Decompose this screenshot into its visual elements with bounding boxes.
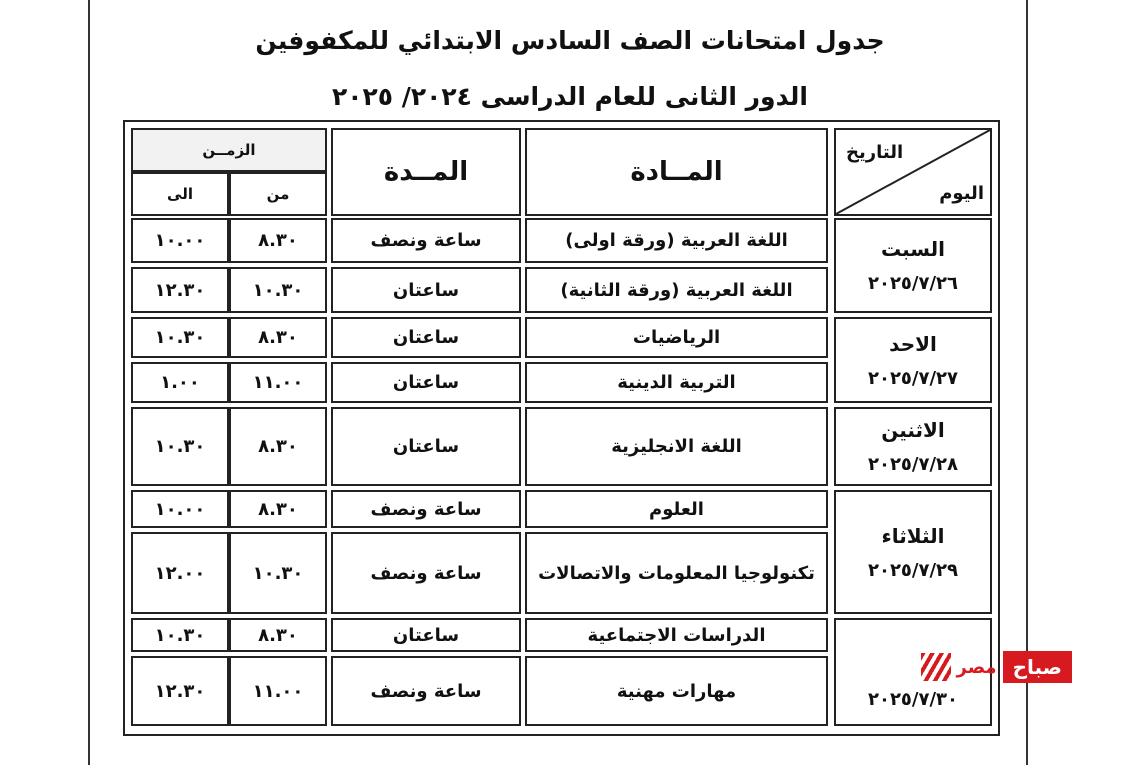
schedule-table <box>123 120 1000 736</box>
row-subject: اللغة العربية (ورقة اولى) <box>525 218 828 263</box>
row-subject: العلوم <box>525 490 828 528</box>
day-date: ٢٠٢٥/٧/٣٠ <box>867 689 959 710</box>
header-time-from: من <box>229 172 327 216</box>
row-from: ٨.٣٠ <box>229 317 327 358</box>
header-time-to: الى <box>131 172 229 216</box>
row-subject: التربية الدينية <box>525 362 828 403</box>
row-duration: ساعتان <box>331 407 521 486</box>
day-cell-saturday <box>834 218 992 313</box>
row-to: ١.٠٠ <box>131 362 229 403</box>
day-date: ٢٠٢٥/٧/٢٦ <box>867 273 959 294</box>
day-name: الثلاثاء <box>881 523 945 548</box>
page-margin-line-left <box>88 0 90 765</box>
row-from: ١١.٠٠ <box>229 362 327 403</box>
watermark-brand-plain: مصر <box>956 656 997 678</box>
row-from: ٨.٣٠ <box>229 618 327 652</box>
header-subject: المــادة <box>525 128 828 216</box>
row-from: ٨.٣٠ <box>229 407 327 486</box>
row-from: ٨.٣٠ <box>229 218 327 263</box>
day-name: الاثنين <box>881 418 945 442</box>
header-duration: المــدة <box>331 128 521 216</box>
day-date: ٢٠٢٥/٧/٢٧ <box>867 367 959 389</box>
row-to: ١٢.٣٠ <box>131 267 229 313</box>
header-date-label: التاريخ <box>846 142 904 163</box>
row-from: ١١.٠٠ <box>229 656 327 726</box>
header-day-label: اليوم <box>939 183 984 204</box>
row-duration: ساعتان <box>331 267 521 313</box>
row-duration: ساعتان <box>331 618 521 652</box>
row-to: ١٠.٠٠ <box>131 490 229 528</box>
row-from: ١٠.٣٠ <box>229 532 327 614</box>
row-subject: الدراسات الاجتماعية <box>525 618 828 652</box>
row-subject: تكنولوجيا المعلومات والاتصالات <box>525 532 828 614</box>
row-from: ٨.٣٠ <box>229 490 327 528</box>
page-title: جدول امتحانات الصف السادس الابتدائي للمكفوفين <box>255 26 885 55</box>
row-to: ١٠.٣٠ <box>131 317 229 358</box>
watermark-brand-red: صباح <box>1003 651 1072 683</box>
row-duration: ساعة ونصف <box>331 218 521 263</box>
day-cell-tuesday <box>834 490 992 614</box>
row-subject: اللغة العربية (ورقة الثانية) <box>525 267 828 313</box>
day-name: السبت <box>880 237 946 261</box>
watermark-logo <box>874 650 1072 684</box>
row-to: ١٠.٣٠ <box>131 407 229 486</box>
row-from: ١٠.٣٠ <box>229 267 327 313</box>
row-to: ١٠.٣٠ <box>131 618 229 652</box>
day-name: الاحد <box>889 331 937 356</box>
header-date-day-cell <box>834 128 992 216</box>
day-date: ٢٠٢٥/٧/٢٩ <box>867 559 959 581</box>
row-subject: الرياضيات <box>525 317 828 358</box>
row-to: ١٢.٠٠ <box>131 532 229 614</box>
row-duration: ساعتان <box>331 362 521 403</box>
row-duration: ساعة ونصف <box>331 532 521 614</box>
day-date: ٢٠٢٥/٧/٢٨ <box>867 454 959 475</box>
page-subtitle: الدور الثانى للعام الدراسى ٢٠٢٤/ ٢٠٢٥ <box>332 82 808 111</box>
header-time: الزمــن <box>131 128 327 172</box>
day-cell-sunday <box>834 317 992 403</box>
row-to: ١٢.٣٠ <box>131 656 229 726</box>
row-duration: ساعة ونصف <box>331 656 521 726</box>
row-duration: ساعتان <box>331 317 521 358</box>
day-cell-monday <box>834 407 992 486</box>
row-duration: ساعة ونصف <box>331 490 521 528</box>
row-subject: اللغة الانجليزية <box>525 407 828 486</box>
watermark-stripes-icon <box>921 653 951 681</box>
row-subject: مهارات مهنية <box>525 656 828 726</box>
row-to: ١٠.٠٠ <box>131 218 229 263</box>
